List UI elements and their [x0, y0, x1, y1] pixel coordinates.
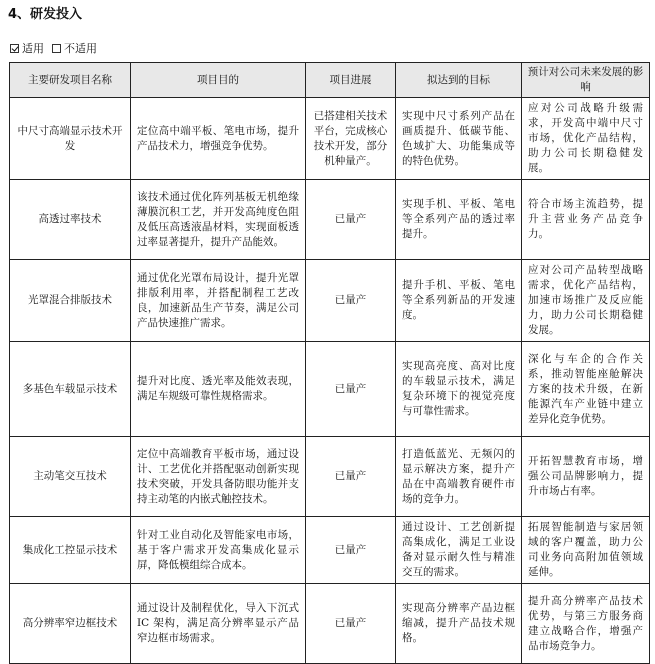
applicability-options	[10, 40, 103, 56]
project-goal: 实现手机、平板、笔电等全系列产品的透过率提升。	[396, 180, 522, 260]
project-progress: 已搭建相关技术平台，完成核心技术开发，部分机种量产。	[306, 98, 396, 180]
applicable-label: 适用	[22, 42, 44, 55]
project-purpose: 针对工业自动化及智能家电市场，基于客户需求开发高集成化显示屏，降低模组综合成本。	[131, 517, 306, 584]
project-goal: 通过设计、工艺创新提高集成化，满足工业设备对显示耐久性与精准交互的需求。	[396, 517, 522, 584]
table-row	[10, 260, 650, 342]
project-goal: 实现高分辨率产品边框缩减，提升产品技术规格。	[396, 584, 522, 664]
project-impact: 应对公司战略升级需求，开发高中端中尺寸市场，优化产品结构，助力公司长期稳健发展。	[522, 98, 650, 180]
project-name: 集成化工控显示技术	[10, 517, 131, 584]
project-impact: 提升高分辨率产品技术优势，与第三方服务商建立战略合作，增强产品市场竞争力。	[522, 584, 650, 664]
header-project-progress: 项目进展	[306, 63, 396, 98]
table-header-row	[10, 63, 650, 98]
project-progress: 已量产	[306, 584, 396, 664]
project-purpose: 定位中高端教育平板市场，通过设计、工艺优化并搭配驱动创新实现技术突破，开发具备防眼功能并支持主动笔的内嵌式触控技术。	[131, 437, 306, 517]
project-impact: 应对公司产品转型战略需求，优化产品结构，加速市场推广及反应能力，助力公司长期稳健发展。	[522, 260, 650, 342]
project-progress: 已量产	[306, 437, 396, 517]
project-impact: 拓展智能制造与家居领域的客户覆盖，助力公司业务向高附加值领域延伸。	[522, 517, 650, 584]
table-row	[10, 517, 650, 584]
project-goal: 实现中尺寸系列产品在画质提升、低碳节能、色域扩大、功能集成等的特色优势。	[396, 98, 522, 180]
header-project-name: 主要研发项目名称	[10, 63, 131, 98]
project-name: 光罩混合排版技术	[10, 260, 131, 342]
project-name: 主动笔交互技术	[10, 437, 131, 517]
header-target-goal: 拟达到的目标	[396, 63, 522, 98]
table-row	[10, 98, 650, 180]
project-purpose: 该技术通过优化阵列基板无机绝缘薄膜沉积工艺，并开发高纯度色阻及低压高透液晶材料，实现面板透过率显著提升，提升产品能效。	[131, 180, 306, 260]
project-impact: 开拓智慧教育市场，增强公司品牌影响力，提升市场占有率。	[522, 437, 650, 517]
project-progress: 已量产	[306, 517, 396, 584]
project-progress: 已量产	[306, 342, 396, 437]
not-applicable-label: 不适用	[64, 42, 97, 55]
project-progress: 已量产	[306, 180, 396, 260]
project-progress: 已量产	[306, 260, 396, 342]
table-row	[10, 342, 650, 437]
section-title: 4、研发投入	[8, 7, 83, 22]
project-goal: 提升手机、平板、笔电等全系列新品的开发速度。	[396, 260, 522, 342]
unchecked-box-icon[interactable]	[52, 44, 61, 53]
project-name: 中尺寸高端显示技术开发	[10, 98, 131, 180]
table-row	[10, 180, 650, 260]
header-project-purpose: 项目目的	[131, 63, 306, 98]
project-goal: 打造低蓝光、无频闪的显示解决方案，提升产品在中高端教育硬件市场的竞争力。	[396, 437, 522, 517]
project-name: 高分辨率窄边框技术	[10, 584, 131, 664]
checked-box-icon[interactable]	[10, 44, 19, 53]
rd-projects-table	[9, 62, 650, 664]
project-name: 高透过率技术	[10, 180, 131, 260]
project-goal: 实现高亮度、高对比度的车载显示技术，满足复杂环境下的视觉亮度与可靠性需求。	[396, 342, 522, 437]
project-purpose: 通过设计及制程优化，导入下沉式 IC 架构，满足高分辨率显示产品窄边框市场需求。	[131, 584, 306, 664]
project-impact: 符合市场主流趋势，提升主营业务产品竞争力。	[522, 180, 650, 260]
project-purpose: 定位高中端平板、笔电市场，提升产品技术力，增强竞争优势。	[131, 98, 306, 180]
project-impact: 深化与车企的合作关系，推动智能座舱解决方案的技术升级，在新能源汽车产业链中建立差异化竞争优势。	[522, 342, 650, 437]
table-row	[10, 584, 650, 664]
project-name: 多基色车载显示技术	[10, 342, 131, 437]
header-future-impact: 预计对公司未来发展的影响	[522, 63, 650, 98]
table-row	[10, 437, 650, 517]
project-purpose: 通过优化光罩布局设计，提升光罩排版利用率，并搭配制程工艺改良，加速新品生产节奏，满足公司产品快速推广需求。	[131, 260, 306, 342]
project-purpose: 提升对比度、透光率及能效表现，满足车规级可靠性规格需求。	[131, 342, 306, 437]
